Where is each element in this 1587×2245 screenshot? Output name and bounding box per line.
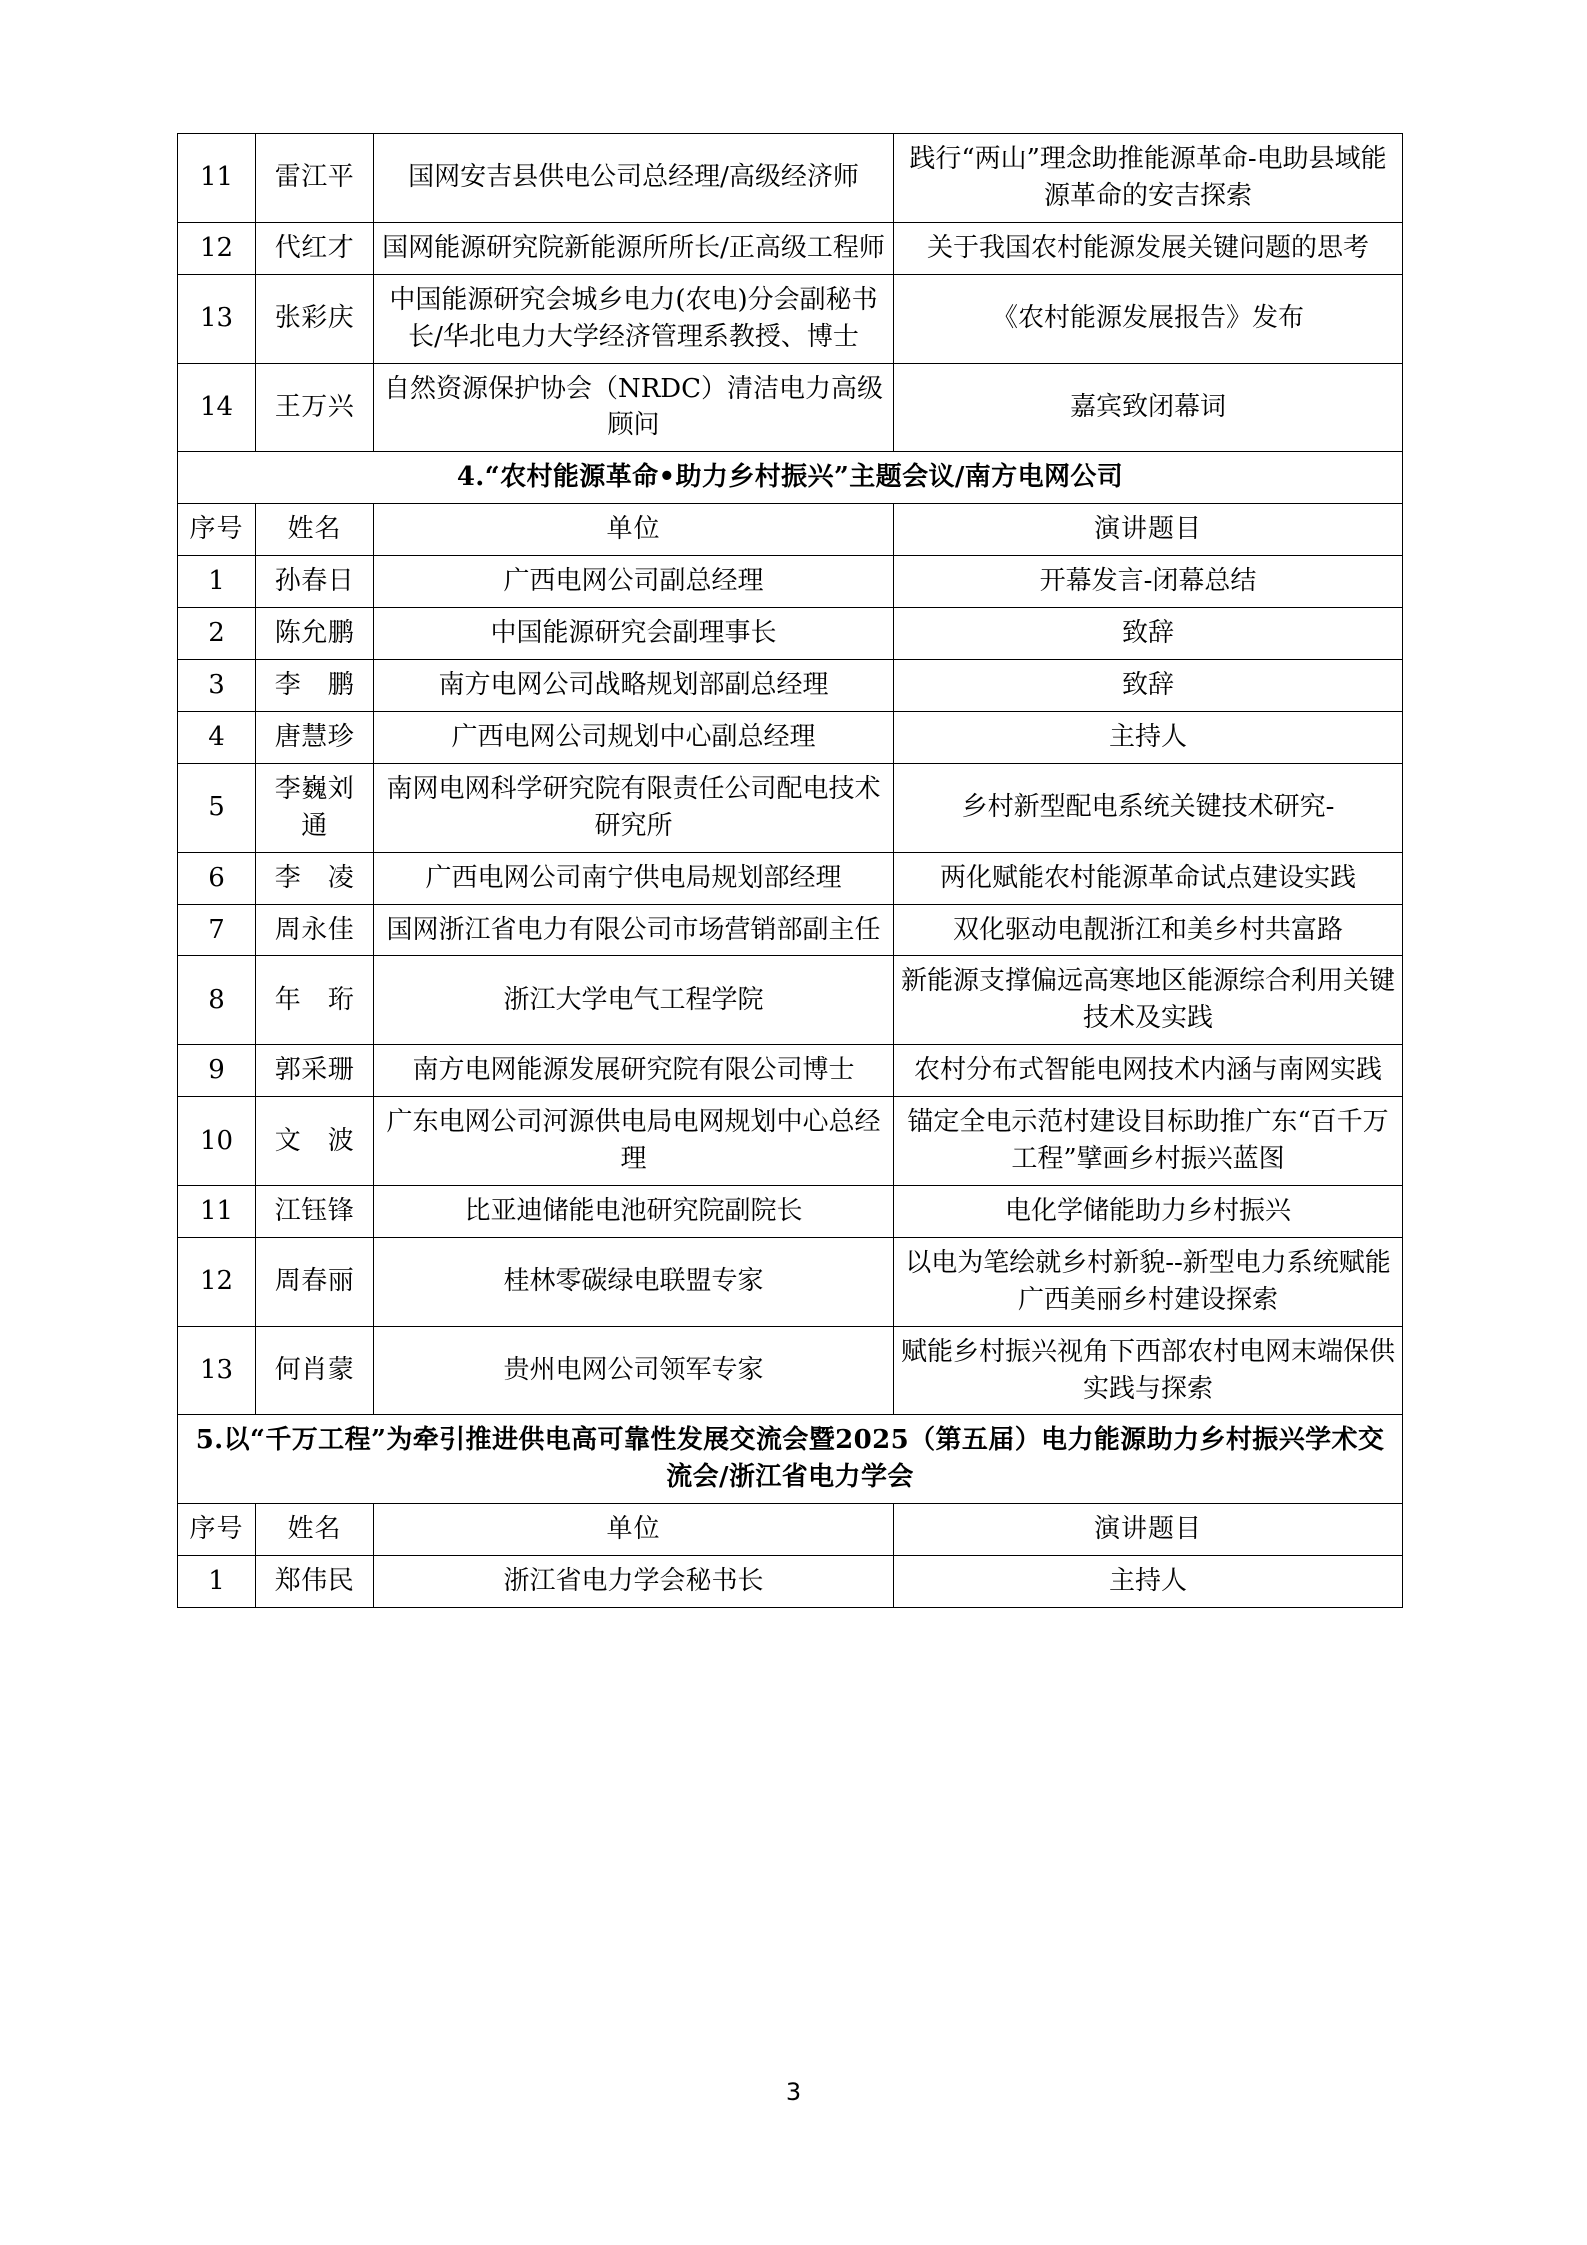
row-topic: 《农村能源发展报告》发布 [894, 274, 1403, 363]
row-topic: 双化驱动电靓浙江和美乡村共富路 [894, 904, 1403, 956]
table-row [178, 763, 1403, 852]
row-name: 雷江平 [256, 134, 374, 223]
row-topic: 两化赋能农村能源革命试点建设实践 [894, 852, 1403, 904]
row-topic: 赋能乡村振兴视角下西部农村电网末端保供实践与探索 [894, 1326, 1403, 1415]
row-topic: 农村分布式智能电网技术内涵与南网实践 [894, 1045, 1403, 1097]
row-topic: 开幕发言-闭幕总结 [894, 556, 1403, 608]
row-name: 郭采珊 [256, 1045, 374, 1097]
row-org: 国网能源研究院新能源所所长/正高级工程师 [374, 222, 894, 274]
table-row [178, 956, 1403, 1045]
column-header-index: 序号 [178, 1504, 256, 1556]
row-name: 郑伟民 [256, 1556, 374, 1608]
table-row [178, 1045, 1403, 1097]
row-index: 7 [178, 904, 256, 956]
row-org: 比亚迪储能电池研究院副院长 [374, 1185, 894, 1237]
row-org: 南方电网公司战略规划部副总经理 [374, 659, 894, 711]
conference-schedule-table [177, 133, 1403, 1608]
row-name: 文 波 [256, 1097, 374, 1186]
row-org: 广西电网公司规划中心副总经理 [374, 711, 894, 763]
table-row [178, 274, 1403, 363]
row-index: 4 [178, 711, 256, 763]
row-index: 11 [178, 1185, 256, 1237]
row-index: 14 [178, 363, 256, 452]
row-topic: 致辞 [894, 659, 1403, 711]
row-org: 广东电网公司河源供电局电网规划中心总经理 [374, 1097, 894, 1186]
row-name: 孙春日 [256, 556, 374, 608]
table-body [178, 134, 1403, 1608]
column-header-org: 单位 [374, 504, 894, 556]
row-index: 12 [178, 222, 256, 274]
row-name: 周永佳 [256, 904, 374, 956]
table-row [178, 1556, 1403, 1608]
table-row [178, 659, 1403, 711]
row-org: 国网浙江省电力有限公司市场营销部副主任 [374, 904, 894, 956]
row-index: 11 [178, 134, 256, 223]
row-name: 张彩庆 [256, 274, 374, 363]
column-header-org: 单位 [374, 1504, 894, 1556]
row-name: 年 珩 [256, 956, 374, 1045]
row-index: 13 [178, 1326, 256, 1415]
row-index: 1 [178, 556, 256, 608]
row-topic: 乡村新型配电系统关键技术研究- [894, 763, 1403, 852]
row-org: 浙江大学电气工程学院 [374, 956, 894, 1045]
row-topic: 电化学储能助力乡村振兴 [894, 1185, 1403, 1237]
row-topic: 锚定全电示范村建设目标助推广东“百千万工程”擘画乡村振兴蓝图 [894, 1097, 1403, 1186]
section-5-title: 5.以“千万工程”为牵引推进供电高可靠性发展交流会暨2025（第五届）电力能源助力乡村振兴学术交流会/浙江省电力学会 [178, 1415, 1403, 1504]
table-row [178, 852, 1403, 904]
section-title-row [178, 1415, 1403, 1504]
page-number: 3 [785, 2078, 802, 2106]
row-org: 南方电网能源发展研究院有限公司博士 [374, 1045, 894, 1097]
row-name: 李 鹏 [256, 659, 374, 711]
column-header-topic: 演讲题目 [894, 504, 1403, 556]
row-name: 江钰锋 [256, 1185, 374, 1237]
row-org: 浙江省电力学会秘书长 [374, 1556, 894, 1608]
column-header-row [178, 1504, 1403, 1556]
row-index: 10 [178, 1097, 256, 1186]
row-org: 广西电网公司副总经理 [374, 556, 894, 608]
row-topic: 主持人 [894, 1556, 1403, 1608]
column-header-topic: 演讲题目 [894, 1504, 1403, 1556]
table-row [178, 363, 1403, 452]
row-topic: 致辞 [894, 608, 1403, 660]
column-header-name: 姓名 [256, 1504, 374, 1556]
row-name: 李巍刘通 [256, 763, 374, 852]
row-name: 李 凌 [256, 852, 374, 904]
row-index: 6 [178, 852, 256, 904]
table-row [178, 134, 1403, 223]
row-topic: 主持人 [894, 711, 1403, 763]
row-org: 中国能源研究会城乡电力(农电)分会副秘书长/华北电力大学经济管理系教授、博士 [374, 274, 894, 363]
row-org: 自然资源保护协会（NRDC）清洁电力高级顾问 [374, 363, 894, 452]
row-topic: 嘉宾致闭幕词 [894, 363, 1403, 452]
table-row [178, 1237, 1403, 1326]
section-title-row [178, 452, 1403, 504]
row-index: 2 [178, 608, 256, 660]
row-topic: 新能源支撑偏远高寒地区能源综合利用关键技术及实践 [894, 956, 1403, 1045]
row-org: 中国能源研究会副理事长 [374, 608, 894, 660]
row-name: 唐慧珍 [256, 711, 374, 763]
row-topic: 关于我国农村能源发展关键问题的思考 [894, 222, 1403, 274]
row-index: 13 [178, 274, 256, 363]
row-name: 王万兴 [256, 363, 374, 452]
table-row [178, 904, 1403, 956]
row-name: 周春丽 [256, 1237, 374, 1326]
row-topic: 践行“两山”理念助推能源革命-电助县域能源革命的安吉探索 [894, 134, 1403, 223]
table-row [178, 222, 1403, 274]
table-row [178, 1326, 1403, 1415]
row-org: 南网电网科学研究院有限责任公司配电技术研究所 [374, 763, 894, 852]
table-row [178, 556, 1403, 608]
row-org: 国网安吉县供电公司总经理/高级经济师 [374, 134, 894, 223]
row-topic: 以电为笔绘就乡村新貌--新型电力系统赋能广西美丽乡村建设探索 [894, 1237, 1403, 1326]
table-row [178, 711, 1403, 763]
column-header-row [178, 504, 1403, 556]
row-index: 9 [178, 1045, 256, 1097]
row-index: 1 [178, 1556, 256, 1608]
table-row [178, 1185, 1403, 1237]
row-index: 8 [178, 956, 256, 1045]
row-index: 5 [178, 763, 256, 852]
table-row [178, 608, 1403, 660]
conference-schedule-table-wrapper [177, 133, 1402, 1608]
row-name: 何肖蒙 [256, 1326, 374, 1415]
row-name: 代红才 [256, 222, 374, 274]
row-org: 贵州电网公司领军专家 [374, 1326, 894, 1415]
row-org: 广西电网公司南宁供电局规划部经理 [374, 852, 894, 904]
table-row [178, 1097, 1403, 1186]
column-header-name: 姓名 [256, 504, 374, 556]
column-header-index: 序号 [178, 504, 256, 556]
row-org: 桂林零碳绿电联盟专家 [374, 1237, 894, 1326]
row-index: 3 [178, 659, 256, 711]
row-index: 12 [178, 1237, 256, 1326]
row-name: 陈允鹏 [256, 608, 374, 660]
section-4-title: 4.“农村能源革命•助力乡村振兴”主题会议/南方电网公司 [178, 452, 1403, 504]
